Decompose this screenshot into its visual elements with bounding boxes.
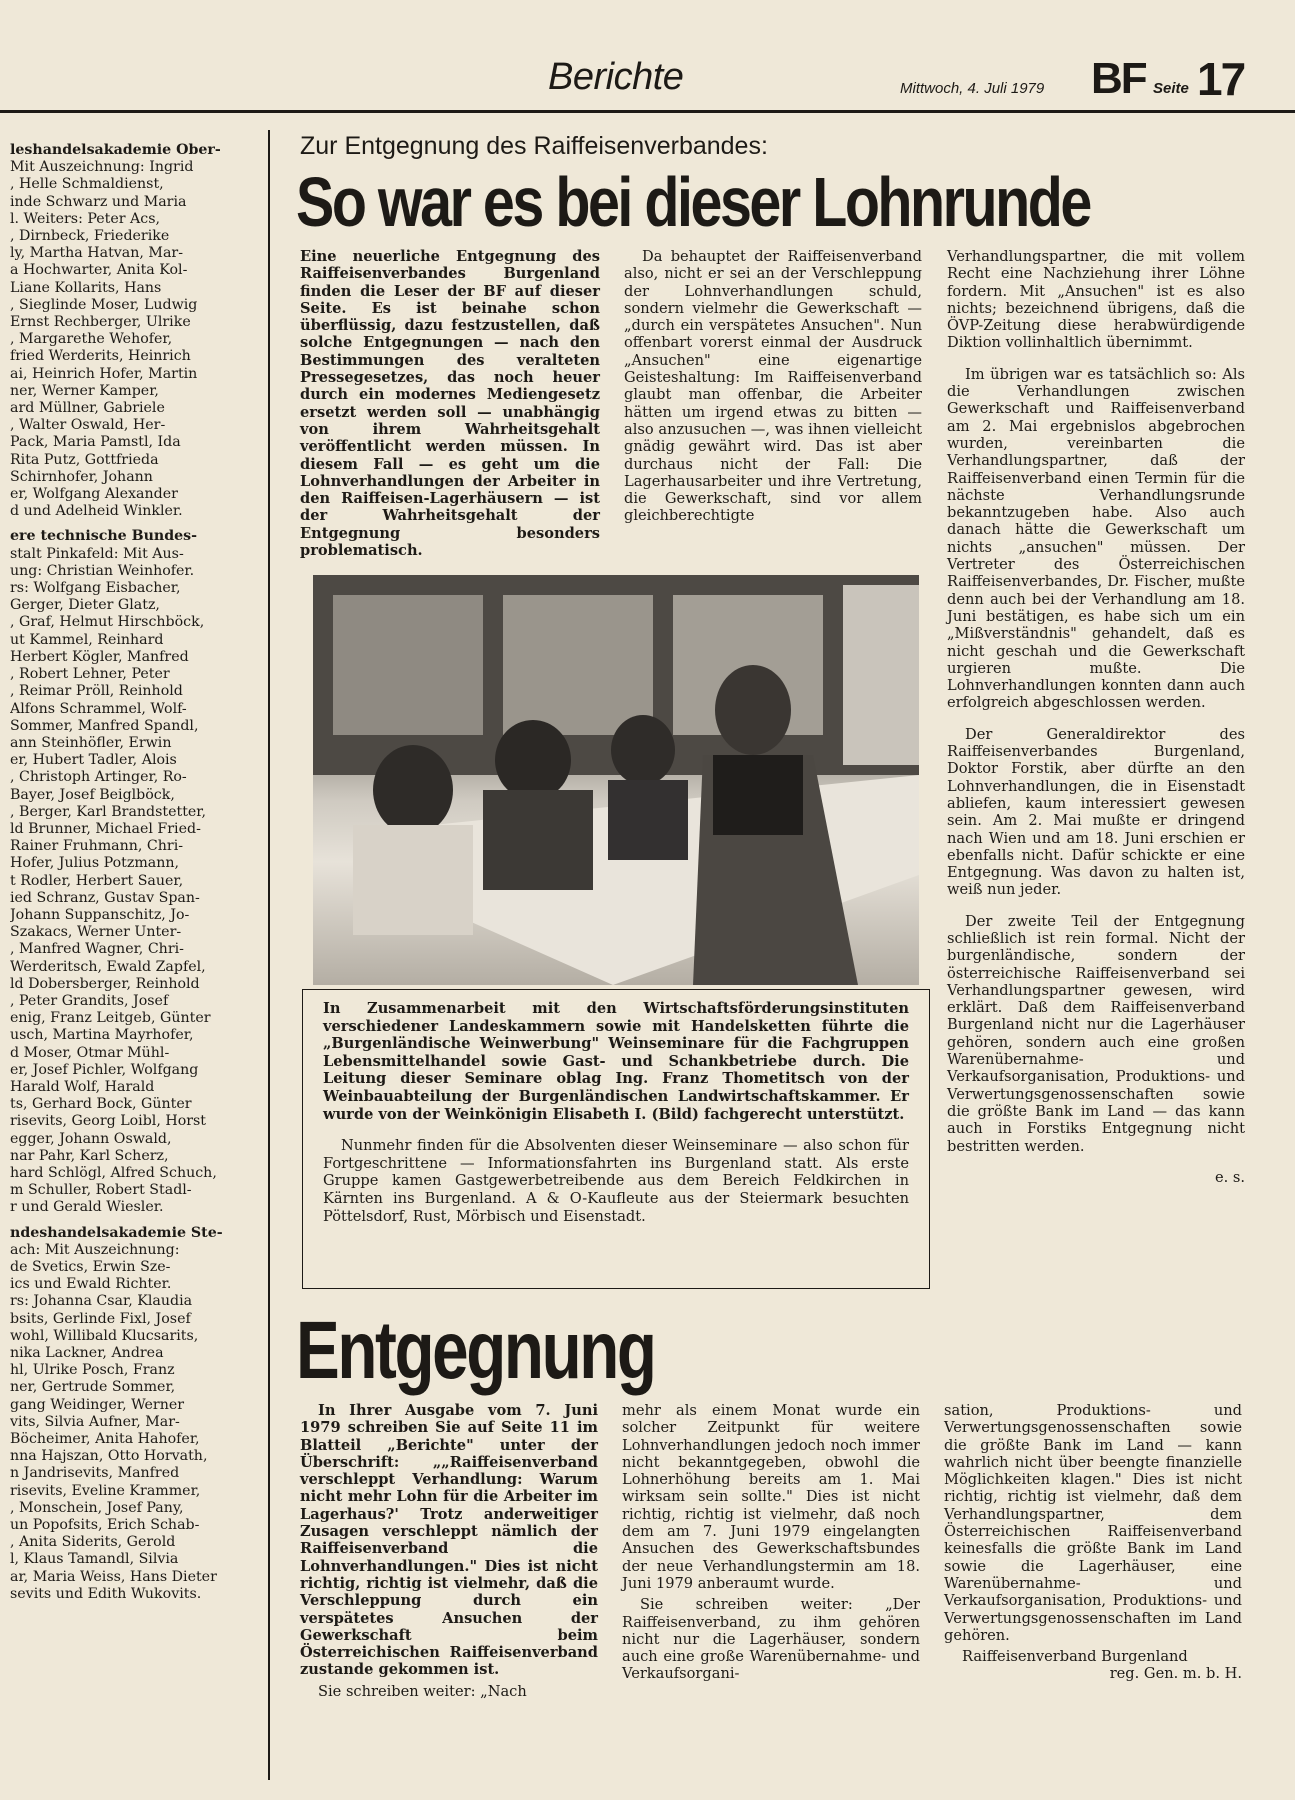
- list-block-1-body: Mit Auszeichnung: Ingrid , Helle Schmaldienst, inde Schwarz und Maria l. Weiters: Peter Acs, , Dirnbeck, Friederike ly, Martha Hatvan, Mar- a Hochwarter, Anita Kol- Liane Kollarits, Hans , Sieglinde Moser, Ludwig Ernst Rechberger, Ulrike , Margarethe Wehofer, fried Werderits, Heinrich ai, Heinrich Hofer, Martin ner, Werner Kamper, ard Müllner, Gabriele , Walter Oswald, Her- Pack, Maria Pamstl, Ida Rita Putz, Gottfrieda Schirnhofer, Johann er, Wolfgang Alexander d und Adelheid Winkler.: [10, 159, 198, 520]
- photo-illustration: [313, 575, 919, 985]
- list-block-2-body: stalt Pinkafeld: Mit Aus- ung: Christian Weinhofer. rs: Wolfgang Eisbacher, Gerger, Dieter Glatz, , Graf, Helmut Hirschböck, ut Kammel, Reinhard Herbert Kögler, Manfred , Robert Lehner, Peter , Reimar Pröll, Reinhold Alfons Schrammel, Wolf- Sommer, Manfred Spandl, ann Steinhöfler, Erwin er, Hubert Tadler, Alois , Christoph Artinger, Ro- Bayer, Josef Beiglböck, , Berger, Karl Brandstetter, ld Brunner, Michael Fried- Rainer Fruhmann, Chri- Hofer, Julius Potzmann, t Rodler, Herbert Sauer, ied Schranz, Gustav Span- Johann Suppanschitz, Jo- Szakacs, Werner Unter- , Manfred Wagner, Chri- Werderitsch, Ewald Zapfel, ld Dobersberger, Reinhold , Peter Grandits, Josef enig, Franz Leitgeb, Günter usch, Martina Mayrhofer, d Moser, Otmar Mühl- er, Josef Pichler, Wolfgang Harald Wolf, Harald ts, Gerhard Bock, Günter risevits, Georg Loibl, Horst egger, Johann Oswald, nar Pahr, Karl Scherz, hard Schlögl, Alfred Schuch, m Schuller, Robert Stadl- r und Gerald Wiesler.: [10, 545, 217, 1216]
- photo-caption-box: [302, 989, 930, 1289]
- issue-date: Mittwoch, 4. Juli 1979: [900, 80, 1045, 97]
- wine-seminar-photo: [313, 575, 919, 985]
- bf-logo: BF: [1091, 54, 1146, 103]
- article-intro: Eine neuerliche Entgegnung des Raiffeisenverbandes Burgenland finden die Leser der BF auf dieser Seite. Es ist beinahe schon überflüssig, dazu festzustellen, daß solche Entgegnungen — nach den Bestimmungen des veralteten Pressegesetzes, das noch heuer durch ein modernes Mediengesetz ersetzt werden soll — unabhängig von ihrem Wahrheitsgehalt veröffentlicht werden müssen. In diesem Fall — es geht um die Lohnverhandlungen der Arbeiter in den Raiffeisen-Lagerhäusern — ist der Wahrheitsgehalt der Entgegnung besonders problematisch.: [300, 248, 600, 560]
- list-block-2: ere technische Bundes- stalt Pinkafeld: Mit Aus- ung: Christian Weinhofer. rs: Wolfgang Eisbacher, Gerger, Dieter Glatz, , Graf, Helmut Hirschböck, ut Kammel, Reinhard Herbert Kögler, Manfred , Robert Lehner, Peter , Reimar Pröll, Reinhold Alfons Schrammel, Wolf- Sommer, Manfred Spandl, ann Steinhöfler, Erwin er, Hubert Tadler, Alois , Christoph Artinger, Ro- Bayer, Josef Beiglböck, , Berger, Karl Brandstetter, ld Brunner, Michael Fried- Rainer Fruhmann, Chri- Hofer, Julius Potzmann, t Rodler, Herbert Sauer, ied Schranz, Gustav Span- Johann Suppanschitz, Jo- Szakacs, Werner Unter- , Manfred Wagner, Chri- Werderitsch, Ewald Zapfel, ld Dobersberger, Reinhold , Peter Grandits, Josef enig, Franz Leitgeb, Günter usch, Martina Mayrhofer, d Moser, Otmar Mühl- er, Josef Pichler, Wolfgang Harald Wolf, Harald ts, Gerhard Bock, Günter risevits, Georg Loibl, Horst egger, Johann Oswald, nar Pahr, Karl Scherz, hard Schlögl, Alfred Schuch, m Schuller, Robert Stadl- r und Gerald Wiesler.: [10, 528, 217, 1216]
- entgegnung-headline: Entgegnung: [296, 1305, 655, 1396]
- list-block-3: ndeshandelsakademie Ste- ach: Mit Auszeichnung: de Svetics, Erwin Sze- ics und Ewald Richter. rs: Johanna Csar, Klaudia bsits, Gerlinde Fixl, Josef wohl, Willibald Klucsarits, nika Lackner, Andrea hl, Ulrike Posch, Franz ner, Gertrude Sommer, gang Weidinger, Werner vits, Silvia Aufner, Mar- Böcheimer, Anita Hahofer, nna Hajszan, Otto Horvath, n Jandrisevits, Manfred risevits, Eveline Krammer, , Monschein, Josef Pany, un Popofsits, Erich Schab- , Anita Siderits, Gerold l, Klaus Tamandl, Silvia ar, Maria Weiss, Hans Dieter sevits und Edith Wukovits.: [10, 1224, 223, 1602]
- entgegnung-signature-1: Raiffeisenverband Burgenland: [962, 1648, 1188, 1666]
- entgegnung-column-2: mehr als einem Monat wurde ein solcher Zeitpunkt für weitere Lohnverhandlungen jedoch noch immer nicht bekanntgegeben, obwohl die Lohnerhöhung bereits am 1. Mai wirksam sein sollte." Dies ist nicht richtig, richtig ist vielmehr, daß noch dem am 7. Juni 1979 eingelangten Ansuchen des Gewerkschaftsbundes der neue Verhandlungstermin am 18. Juni 1979 anberaumt wurde. Sie schreiben weiter: „Der Raiffeisenverband, zu ihm gehören nicht nur die Lagerhäuser, sondern auch eine große Warenübernahme- und Verkaufsorgani-: [622, 1402, 920, 1683]
- entgegnung-column-1: In Ihrer Ausgabe vom 7. Juni 1979 schreiben Sie auf Seite 11 im Blatteil „Berichte" unter der Überschrift: „„Raiffeisenverband verschleppt Verhandlung: Warum nicht mehr Lohn für die Arbeiter im Lagerhaus?' Trotz anderweitiger Zusagen verschleppt nämlich der Raiffeisenverband die Lohnverhandlungen." Dies ist nicht richtig, richtig ist vielmehr, daß die Verschleppung durch ein verspätetes Ansuchen der Gewerkschaft beim Österreichischen Raiffeisenverband zustande gekommen ist. Sie schreiben weiter: „Nach: [300, 1402, 598, 1700]
- photo-caption-text: Nunmehr finden für die Absolventen dieser Weinseminare — also schon für Fortgeschrittene — Informationsfahrten ins Burgenland statt. Als erste Gruppe kamen Gastgewerbetreibende aus dem Bereich Feldkirchen in Kärnten ins Burgenland. A & O-Kaufleute aus der Steiermark besuchten Pöttelsdorf, Rust, Mörbisch und Eisenstadt.: [323, 1137, 909, 1225]
- graduates-list-column: [10, 142, 262, 1782]
- article-kicker: Zur Entgegnung des Raiffeisenverbandes:: [300, 132, 768, 160]
- section-title: Berichte: [548, 56, 684, 98]
- entgegnung-signature-2: reg. Gen. m. b. H.: [1109, 1665, 1242, 1683]
- list-block-1: leshandelsakademie Ober- Mit Auszeichnung: Ingrid , Helle Schmaldienst, inde Schwarz und Maria l. Weiters: Peter Acs, , Dirnbeck, Friederike ly, Martha Hatvan, Mar- a Hochwarter, Anita Kol- Liane Kollarits, Hans , Sieglinde Moser, Ludwig Ernst Rechberger, Ulrike , Margarethe Wehofer, fried Werderits, Heinrich ai, Heinrich Hofer, Martin ner, Werner Kamper, ard Müllner, Gabriele , Walter Oswald, Her- Pack, Maria Pamstl, Ida Rita Putz, Gottfrieda Schirnhofer, Johann er, Wolfgang Alexander d und Adelheid Winkler.: [10, 142, 221, 520]
- entgegnung-column-3: sation, Produktions- und Verwertungsgenossenschaften sowie die größte Bank im Land — kann wahrlich nicht über beengte finanzielle Möglichkeiten klagen." Dies ist nicht richtig, richtig ist vielmehr, daß dem Verhandlungspartner, dem Österreichischen Raiffeisenverband keinesfalls die größte Bank im Land sowie die Lagerhäuser, eine Warenübernahme- und Verkaufsorganisation, Produktions- und Verwertungsgenossenschaften im Land gehören. Raiffeisenverband Burgenland reg. Gen. m. b. H.: [944, 1402, 1242, 1683]
- header-rule: [0, 110, 1295, 113]
- page-label: Seite: [1153, 80, 1189, 97]
- article-headline: So war es bei dieser Lohnrunde: [296, 163, 1090, 241]
- page-number: 17: [1197, 53, 1245, 105]
- article-column-2: Da behauptet der Raiffeisenverband also, nicht er sei an der Verschleppung der Lohnverhandlungen schuld, sondern vielmehr die Gewerkschaft — „durch ein verspätetes Ansuchen". Nun offenbart vorerst einmal der Ausdruck „Ansuchen" eine eigenartige Geisteshaltung: Im Raiffeisenverband glaubt man offenbar, die Arbeiter hätten um irgend etwas zu bitten — also anzusuchen —, was ihnen vielleicht gnädig gewährt wird. Das ist aber durchaus nicht der Fall: Die Lagerhausarbeiter und ihre Vertretung, die Gewerkschaft, sind vor allem gleichberechtigte: [624, 248, 922, 525]
- photo-caption: In Zusammenarbeit mit den Wirtschaftsförderungsinstituten verschiedener Landeskammern sowie mit Handelsketten führte die „Burgenländische Weinwerbung" Weinseminare für die Fachgruppen Lebensmittelhandel sowie Gast- und Schankbetriebe durch. Die Leitung dieser Seminare oblag Ing. Franz Thometitsch von der Weinbauabteilung der Burgenländischen Landwirtschaftskammer. Er wurde von der Weinkönigin Elisabeth I. (Bild) fachgerecht unterstützt.: [323, 1000, 909, 1123]
- article-column-3: Verhandlungspartner, die mit vollem Recht eine Nachziehung ihrer Löhne fordern. Mit „Ansuchen" ist es also nichts; bezeichnend übrigens, daß die ÖVP-Zeitung diese herabwürdigende Diktion vollinhaltlich übernimmt. Im übrigen war es tatsächlich so: Als die Verhandlungen zwischen Gewerkschaft und Raiffeisenverband am 2. Mai ergebnislos abgebrochen wurden, vereinbarten die Verhandlungspartner, daß der Raiffeisenverband einen Termin für die nächste Verhandlungsrunde bekanntzugeben habe. Also auch danach hätte die Gewerkschaft um nichts „ansuchen" müssen. Der Vertreter des Österreichischen Raiffeisenverbandes, Dr. Fischer, mußte denn auch bei der Verhandlung am 18. Juni bestätigen, es habe sich um ein „Mißverständnis" gehandelt, daß es nicht geschah und die Gewerkschaft urgieren mußte. Die Lohnverhandlungen konnten dann auch erfolgreich abgeschlossen werden. Der Generaldirektor des Raiffeisenverbandes Burgenland, Doktor Forstik, aber dürfte an den Lohnverhandlungen, die in Eisenstadt abliefen, kaum interessiert gewesen sein. Am 2. Mai mußte er dringend nach Wien und am 18. Juni erschien er ebenfalls nicht. Dafür schickte er eine Entgegnung. Was davon zu halten ist, weiß nun jeder. Der zweite Teil der Entgegnung schließlich ist rein formal. Nicht der burgenländische, sondern der österreichische Raiffeisenverband sei Verhandlungspartner gewesen, wird erklärt. Daß dem Raiffeisenverband Burgenland nicht nur die Lagerhäuser gehören, sondern auch eine großen Warenübernahme- und Verkaufsorganisation, Produktions- und Verwertungsgenossenschaften sowie die größte Bank im Land — das kann auch in Forstiks Entgegnung nicht bestritten werden. e. s.: [947, 248, 1245, 1186]
- article-signature: e. s.: [1214, 1168, 1245, 1186]
- list-block-3-body: ach: Mit Auszeichnung: de Svetics, Erwin Sze- ics und Ewald Richter. rs: Johanna Csar, Klaudia bsits, Gerlinde Fixl, Josef wohl, Willibald Klucsarits, nika Lackner, Andrea hl, Ulrike Posch, Franz ner, Gertrude Sommer, gang Weidinger, Werner vits, Silvia Aufner, Mar- Böcheimer, Anita Hahofer, nna Hajszan, Otto Horvath, n Jandrisevits, Manfred risevits, Eveline Krammer, , Monschein, Josef Pany, un Popofsits, Erich Schab- , Anita Siderits, Gerold l, Klaus Tamandl, Silvia ar, Maria Weiss, Hans Dieter sevits und Edith Wukovits.: [10, 1241, 217, 1602]
- column-divider: [268, 130, 270, 1780]
